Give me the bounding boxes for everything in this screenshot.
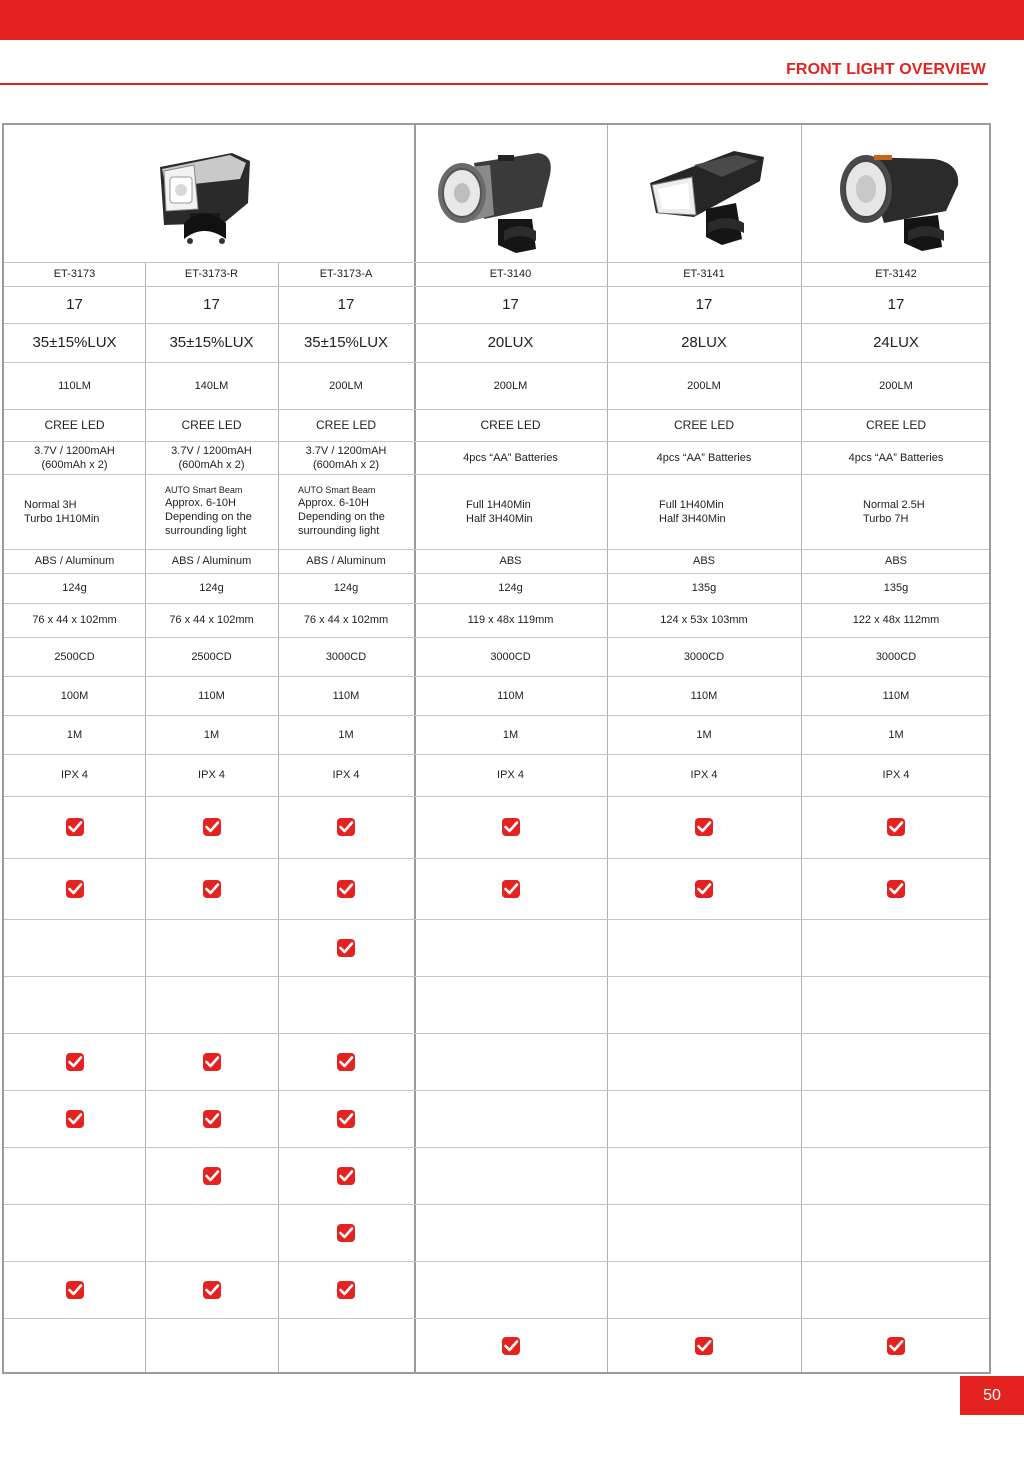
check-cell <box>145 858 278 919</box>
runtime-line: Half 3H40Min <box>659 512 726 525</box>
runtime-line: Normal 3H <box>24 498 77 511</box>
runtime-text <box>298 485 385 538</box>
spec-cell-cd: 2500CD <box>191 650 232 663</box>
runtime-line: Depending on the <box>165 511 252 523</box>
checkmark-icon <box>337 939 355 957</box>
checkmark-icon <box>337 1110 355 1128</box>
checkmark-icon <box>203 1053 221 1071</box>
check-cell <box>801 1318 991 1374</box>
spec-cell-lux: 24LUX <box>873 333 919 351</box>
check-cell <box>4 1090 145 1147</box>
runtime-text <box>24 498 99 526</box>
runtime-text <box>165 485 252 538</box>
checkmark-icon <box>695 880 713 898</box>
spec-cell-dist: 110M <box>690 689 718 702</box>
spec-cell-row1: 17 <box>887 295 905 313</box>
spec-cell-drop: 1M <box>338 728 354 741</box>
spec-cell-ipx: IPX 4 <box>332 769 360 781</box>
spec-cell-size: 76 x 44 x 102mm <box>303 614 389 626</box>
runtime-note: AUTO Smart Beam <box>165 485 243 495</box>
runtime-line: Turbo 1H10Min <box>24 512 100 525</box>
runtime-line: surrounding light <box>298 525 380 537</box>
spec-cell-ipx: IPX 4 <box>497 769 524 781</box>
runtime-line: Full 1H40Min <box>659 498 724 511</box>
check-cell <box>145 1033 278 1090</box>
spec-cell-model: ET-3140 <box>489 268 532 280</box>
spec-cell-weight: 124g <box>62 582 87 594</box>
checkmark-icon <box>66 880 84 898</box>
row-divider <box>4 919 989 920</box>
battery-line: 4pcs “AA” Batteries <box>463 451 558 464</box>
spec-cell-material: ABS <box>884 555 907 567</box>
spec-cell-battery <box>278 441 414 474</box>
spec-cell-ipx: IPX 4 <box>882 769 910 781</box>
title-underline <box>0 83 988 85</box>
spec-cell-led: CREE LED <box>44 418 105 432</box>
spec-cell-size: 122 x 48x 112mm <box>852 614 940 626</box>
check-cell <box>278 1204 414 1261</box>
spec-cell-dist: 110M <box>497 689 524 702</box>
checkmark-icon <box>695 1337 713 1355</box>
runtime-line: surrounding light <box>165 525 247 537</box>
runtime-line: Normal 2.5H <box>863 498 925 511</box>
runtime-text <box>466 498 533 526</box>
check-cell <box>607 1318 801 1374</box>
spec-cell-material: ABS / Aluminum <box>306 555 386 567</box>
runtime-note: AUTO Smart Beam <box>298 485 376 495</box>
checkmark-icon <box>337 818 355 836</box>
checkmark-icon <box>887 818 905 836</box>
check-cell <box>414 796 607 858</box>
checkmark-icon <box>203 1110 221 1128</box>
checkmark-icon <box>337 1167 355 1185</box>
row-divider <box>4 1204 989 1205</box>
spec-cell-lumen: 200LM <box>493 379 528 392</box>
checkmark-icon <box>203 1281 221 1299</box>
spec-cell-lumen: 140LM <box>194 379 229 392</box>
bike-light-photo-et-3141 <box>638 143 770 258</box>
spec-cell-lumen: 200LM <box>687 379 721 392</box>
spec-cell-weight: 135g <box>691 582 717 594</box>
runtime-line: Approx. 6-10H <box>298 497 369 509</box>
checkmark-icon <box>337 1281 355 1299</box>
battery-text <box>171 444 252 472</box>
spec-cell-runtime <box>607 474 801 549</box>
bike-light-photo-et-3140 <box>428 145 558 262</box>
check-cell <box>4 1033 145 1090</box>
checkmark-icon <box>66 1281 84 1299</box>
check-cell <box>278 1147 414 1204</box>
battery-line: (600mAh x 2) <box>41 458 108 471</box>
runtime-line: Turbo 7H <box>863 512 909 525</box>
spec-cell-size: 76 x 44 x 102mm <box>169 614 254 626</box>
spec-cell-runtime <box>414 474 607 549</box>
check-cell <box>278 1090 414 1147</box>
spec-cell-runtime <box>4 474 145 549</box>
checkmark-icon <box>502 1337 520 1355</box>
check-cell <box>278 1261 414 1318</box>
check-cell <box>607 796 801 858</box>
checkmark-icon <box>502 818 520 836</box>
spec-cell-dist: 110M <box>332 689 360 702</box>
spec-cell-row1: 17 <box>337 295 355 313</box>
spec-cell-battery <box>607 441 801 474</box>
check-cell <box>4 796 145 858</box>
runtime-line: Full 1H40Min <box>466 498 531 511</box>
runtime-line: Depending on the <box>298 511 385 523</box>
spec-cell-row1: 17 <box>502 295 519 313</box>
check-cell <box>801 796 991 858</box>
checkmark-icon <box>66 818 84 836</box>
check-cell <box>4 1261 145 1318</box>
checkmark-icon <box>695 818 713 836</box>
spec-cell-model: ET-3141 <box>683 268 725 280</box>
spec-cell-weight: 124g <box>498 582 523 594</box>
spec-cell-material: ABS / Aluminum <box>34 555 115 567</box>
battery-line: 4pcs “AA” Batteries <box>656 451 752 464</box>
spec-cell-size: 119 x 48x 119mm <box>467 614 554 626</box>
spec-cell-ipx: IPX 4 <box>198 769 225 781</box>
section-title: FRONT LIGHT OVERVIEW <box>786 61 986 78</box>
battery-line: (600mAh x 2) <box>178 458 245 471</box>
spec-cell-ipx: IPX 4 <box>690 769 718 781</box>
battery-text <box>34 444 115 472</box>
spec-table <box>2 123 991 1374</box>
spec-cell-led: CREE LED <box>315 418 377 432</box>
spec-cell-cd: 3000CD <box>875 650 917 663</box>
battery-line: (600mAh x 2) <box>312 458 380 471</box>
spec-cell-drop: 1M <box>502 728 519 741</box>
checkmark-icon <box>203 1167 221 1185</box>
spec-cell-runtime <box>145 474 278 549</box>
spec-cell-dist: 100M <box>60 689 89 702</box>
check-cell <box>145 1261 278 1318</box>
spec-cell-runtime <box>801 474 991 549</box>
spec-cell-battery <box>4 441 145 474</box>
checkmark-icon <box>337 880 355 898</box>
checkmark-icon <box>203 880 221 898</box>
spec-cell-weight: 124g <box>333 582 359 594</box>
checkmark-icon <box>203 818 221 836</box>
check-cell <box>145 796 278 858</box>
spec-cell-model: ET-3142 <box>875 268 917 280</box>
spec-cell-drop: 1M <box>203 728 220 741</box>
checkmark-icon <box>337 1224 355 1242</box>
spec-cell-battery <box>801 441 991 474</box>
battery-line: 4pcs “AA” Batteries <box>848 451 944 464</box>
check-cell <box>278 858 414 919</box>
check-cell <box>4 858 145 919</box>
check-cell <box>414 858 607 919</box>
runtime-line: Half 3H40Min <box>466 512 533 525</box>
spec-cell-material: ABS <box>499 555 522 567</box>
spec-cell-cd: 3000CD <box>683 650 725 663</box>
spec-cell-ipx: IPX 4 <box>61 769 88 781</box>
spec-cell-row1: 17 <box>203 295 220 313</box>
bike-light-photo-et-3142 <box>834 145 964 260</box>
spec-cell-size: 124 x 53x 103mm <box>660 614 748 626</box>
row-divider <box>4 976 989 977</box>
battery-line: 3.7V / 1200mAH <box>34 444 115 457</box>
spec-cell-lumen: 200LM <box>329 379 363 392</box>
spec-cell-dist: 110M <box>198 689 225 702</box>
page-number: 50 <box>960 1376 1024 1415</box>
checkmark-icon <box>66 1110 84 1128</box>
spec-cell-led: CREE LED <box>181 418 242 432</box>
spec-cell-weight: 135g <box>883 582 909 594</box>
check-cell <box>145 1090 278 1147</box>
spec-cell-weight: 124g <box>199 582 224 594</box>
checkmark-icon <box>887 1337 905 1355</box>
spec-cell-lux: 20LUX <box>487 333 534 351</box>
checkmark-icon <box>502 880 520 898</box>
checkmark-icon <box>337 1053 355 1071</box>
battery-line: 3.7V / 1200mAH <box>171 444 252 457</box>
top-red-band <box>0 0 1024 40</box>
spec-cell-led: CREE LED <box>673 418 735 432</box>
check-cell <box>607 858 801 919</box>
checkmark-icon <box>887 880 905 898</box>
runtime-text <box>659 498 726 526</box>
spec-cell-drop: 1M <box>696 728 712 741</box>
spec-cell-row1: 17 <box>695 295 713 313</box>
spec-cell-cd: 3000CD <box>490 650 531 663</box>
spec-cell-dist: 110M <box>882 689 910 702</box>
check-cell <box>278 796 414 858</box>
spec-cell-drop: 1M <box>888 728 904 741</box>
spec-cell-led: CREE LED <box>480 418 541 432</box>
runtime-line: Approx. 6-10H <box>165 497 236 509</box>
spec-cell-runtime <box>278 474 414 549</box>
spec-cell-lumen: 110LM <box>58 379 91 392</box>
runtime-text <box>863 498 925 526</box>
spec-cell-lux: 28LUX <box>681 333 727 351</box>
check-cell <box>145 1147 278 1204</box>
check-cell <box>801 858 991 919</box>
spec-cell-model: ET-3173 <box>53 268 96 280</box>
spec-cell-lux: 35±15%LUX <box>32 333 117 351</box>
spec-cell-model: ET-3173-A <box>319 268 373 280</box>
spec-cell-material: ABS / Aluminum <box>171 555 252 567</box>
battery-text <box>849 451 944 465</box>
spec-cell-battery <box>145 441 278 474</box>
spec-cell-led: CREE LED <box>865 418 927 432</box>
spec-cell-battery <box>414 441 607 474</box>
spec-cell-cd: 2500CD <box>54 650 95 663</box>
spec-cell-model: ET-3173-R <box>184 268 239 280</box>
battery-text <box>463 451 558 465</box>
check-cell <box>278 1033 414 1090</box>
spec-cell-lux: 35±15%LUX <box>169 333 254 351</box>
spec-cell-lux: 35±15%LUX <box>303 333 389 351</box>
battery-text <box>657 451 752 465</box>
battery-line: 3.7V / 1200mAH <box>305 444 387 457</box>
spec-cell-material: ABS <box>692 555 715 567</box>
bike-light-photo-et-3173 <box>154 139 264 252</box>
check-cell <box>278 919 414 976</box>
battery-text <box>306 444 387 472</box>
checkmark-icon <box>66 1053 84 1071</box>
spec-cell-lumen: 200LM <box>879 379 913 392</box>
spec-cell-cd: 3000CD <box>325 650 367 663</box>
spec-cell-drop: 1M <box>66 728 83 741</box>
check-cell <box>414 1318 607 1374</box>
spec-cell-row1: 17 <box>66 295 83 313</box>
spec-cell-size: 76 x 44 x 102mm <box>32 614 117 626</box>
